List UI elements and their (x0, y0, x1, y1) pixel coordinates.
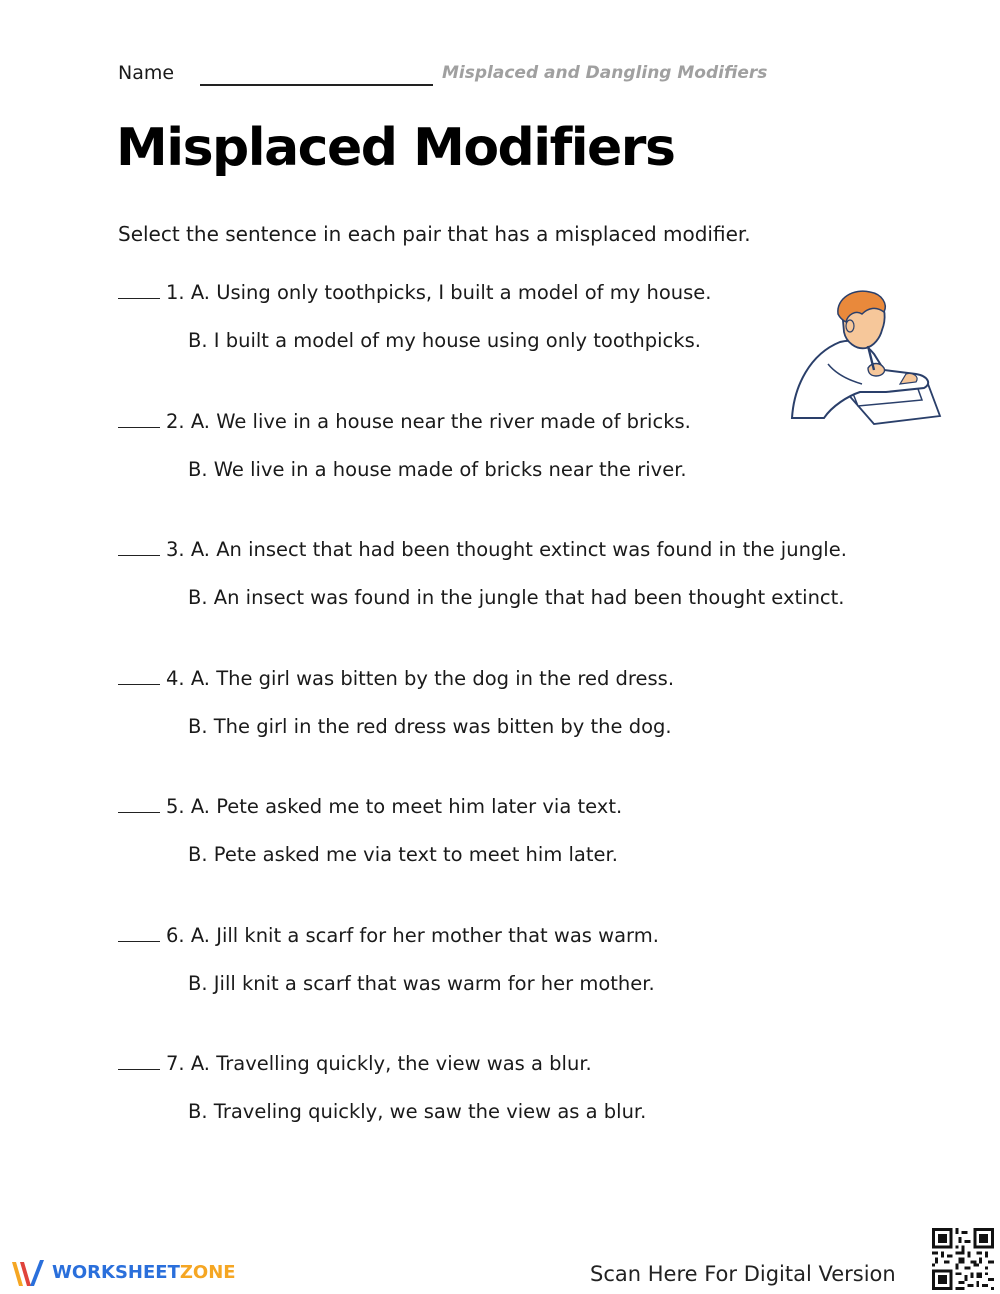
option-a[interactable]: A. The girl was bitten by the dog in the red dress. (190, 666, 675, 690)
option-b-line (188, 586, 845, 616)
worksheetzone-logo-icon (8, 1256, 48, 1290)
question-number: 3. (166, 538, 185, 561)
option-b-line (188, 329, 701, 359)
option-a-line (118, 666, 674, 696)
question-6 (118, 923, 918, 1052)
question-number: 5. (166, 795, 185, 818)
logo-wordmark (52, 1262, 236, 1283)
question-number: 4. (166, 666, 185, 690)
option-a[interactable]: A. Pete asked me to meet him later via text. (190, 795, 623, 818)
question-number: 7. (166, 1052, 185, 1075)
answer-blank[interactable] (118, 280, 160, 299)
option-b-line (188, 972, 655, 1002)
name-input-line[interactable] (200, 84, 433, 86)
student-writing-illustration (788, 288, 944, 432)
worksheet-header (118, 60, 818, 90)
option-a[interactable]: A. Using only toothpicks, I built a model of my house. (190, 281, 712, 304)
instructions: Select the sentence in each pair that has a misplaced modifier. (118, 222, 751, 246)
option-a-line (118, 537, 847, 567)
option-a-line (118, 280, 711, 310)
option-a[interactable]: A. We live in a house near the river made of bricks. (190, 409, 691, 433)
option-a-line (118, 409, 691, 439)
option-b[interactable]: B. An insect was found in the jungle that had been thought extinct. (188, 586, 845, 609)
option-b[interactable]: B. Jill knit a scarf that was warm for her mother. (188, 971, 655, 995)
worksheetzone-logo[interactable] (8, 1256, 268, 1290)
name-label: Name (118, 62, 175, 84)
option-b-line (188, 458, 687, 488)
option-a[interactable]: A. Travelling quickly, the view was a blur. (190, 1052, 592, 1075)
answer-blank[interactable] (118, 409, 160, 428)
page-title: Misplaced Modifiers (116, 118, 675, 178)
question-number: 6. (166, 923, 185, 947)
question-3 (118, 537, 918, 666)
worksheet-subtitle: Misplaced and Dangling Modifiers (442, 63, 768, 83)
logo-part-zone: ZONE (179, 1262, 236, 1283)
option-b-line (188, 1100, 646, 1130)
question-5 (118, 794, 918, 923)
option-a[interactable]: A. Jill knit a scarf for her mother that was warm. (190, 923, 659, 947)
answer-blank[interactable] (118, 537, 160, 556)
answer-blank[interactable] (118, 666, 160, 685)
option-b[interactable]: B. The girl in the red dress was bitten by the dog. (188, 714, 672, 738)
option-a-line (118, 923, 659, 953)
question-number: 1. (166, 281, 185, 304)
logo-part-worksheet: WORKSHEET (52, 1262, 180, 1283)
option-b-line (188, 715, 672, 745)
option-a-line (118, 794, 622, 824)
scan-instruction: Scan Here For Digital Version (590, 1262, 896, 1286)
answer-blank[interactable] (118, 794, 160, 813)
answer-blank[interactable] (118, 923, 160, 942)
question-7 (118, 1051, 918, 1180)
question-4 (118, 666, 918, 795)
question-number: 2. (166, 409, 185, 433)
option-b[interactable]: B. Traveling quickly, we saw the view as a blur. (188, 1100, 647, 1123)
option-b[interactable]: B. Pete asked me via text to meet him later. (188, 843, 618, 866)
qr-code-icon[interactable] (932, 1228, 994, 1290)
option-b[interactable]: B. We live in a house made of bricks near the river. (188, 457, 687, 481)
answer-blank[interactable] (118, 1051, 160, 1070)
option-b-line (188, 843, 618, 873)
option-b[interactable]: B. I built a model of my house using only toothpicks. (188, 329, 701, 352)
option-a-line (118, 1051, 592, 1081)
option-a[interactable]: A. An insect that had been thought extinct was found in the jungle. (190, 538, 847, 561)
